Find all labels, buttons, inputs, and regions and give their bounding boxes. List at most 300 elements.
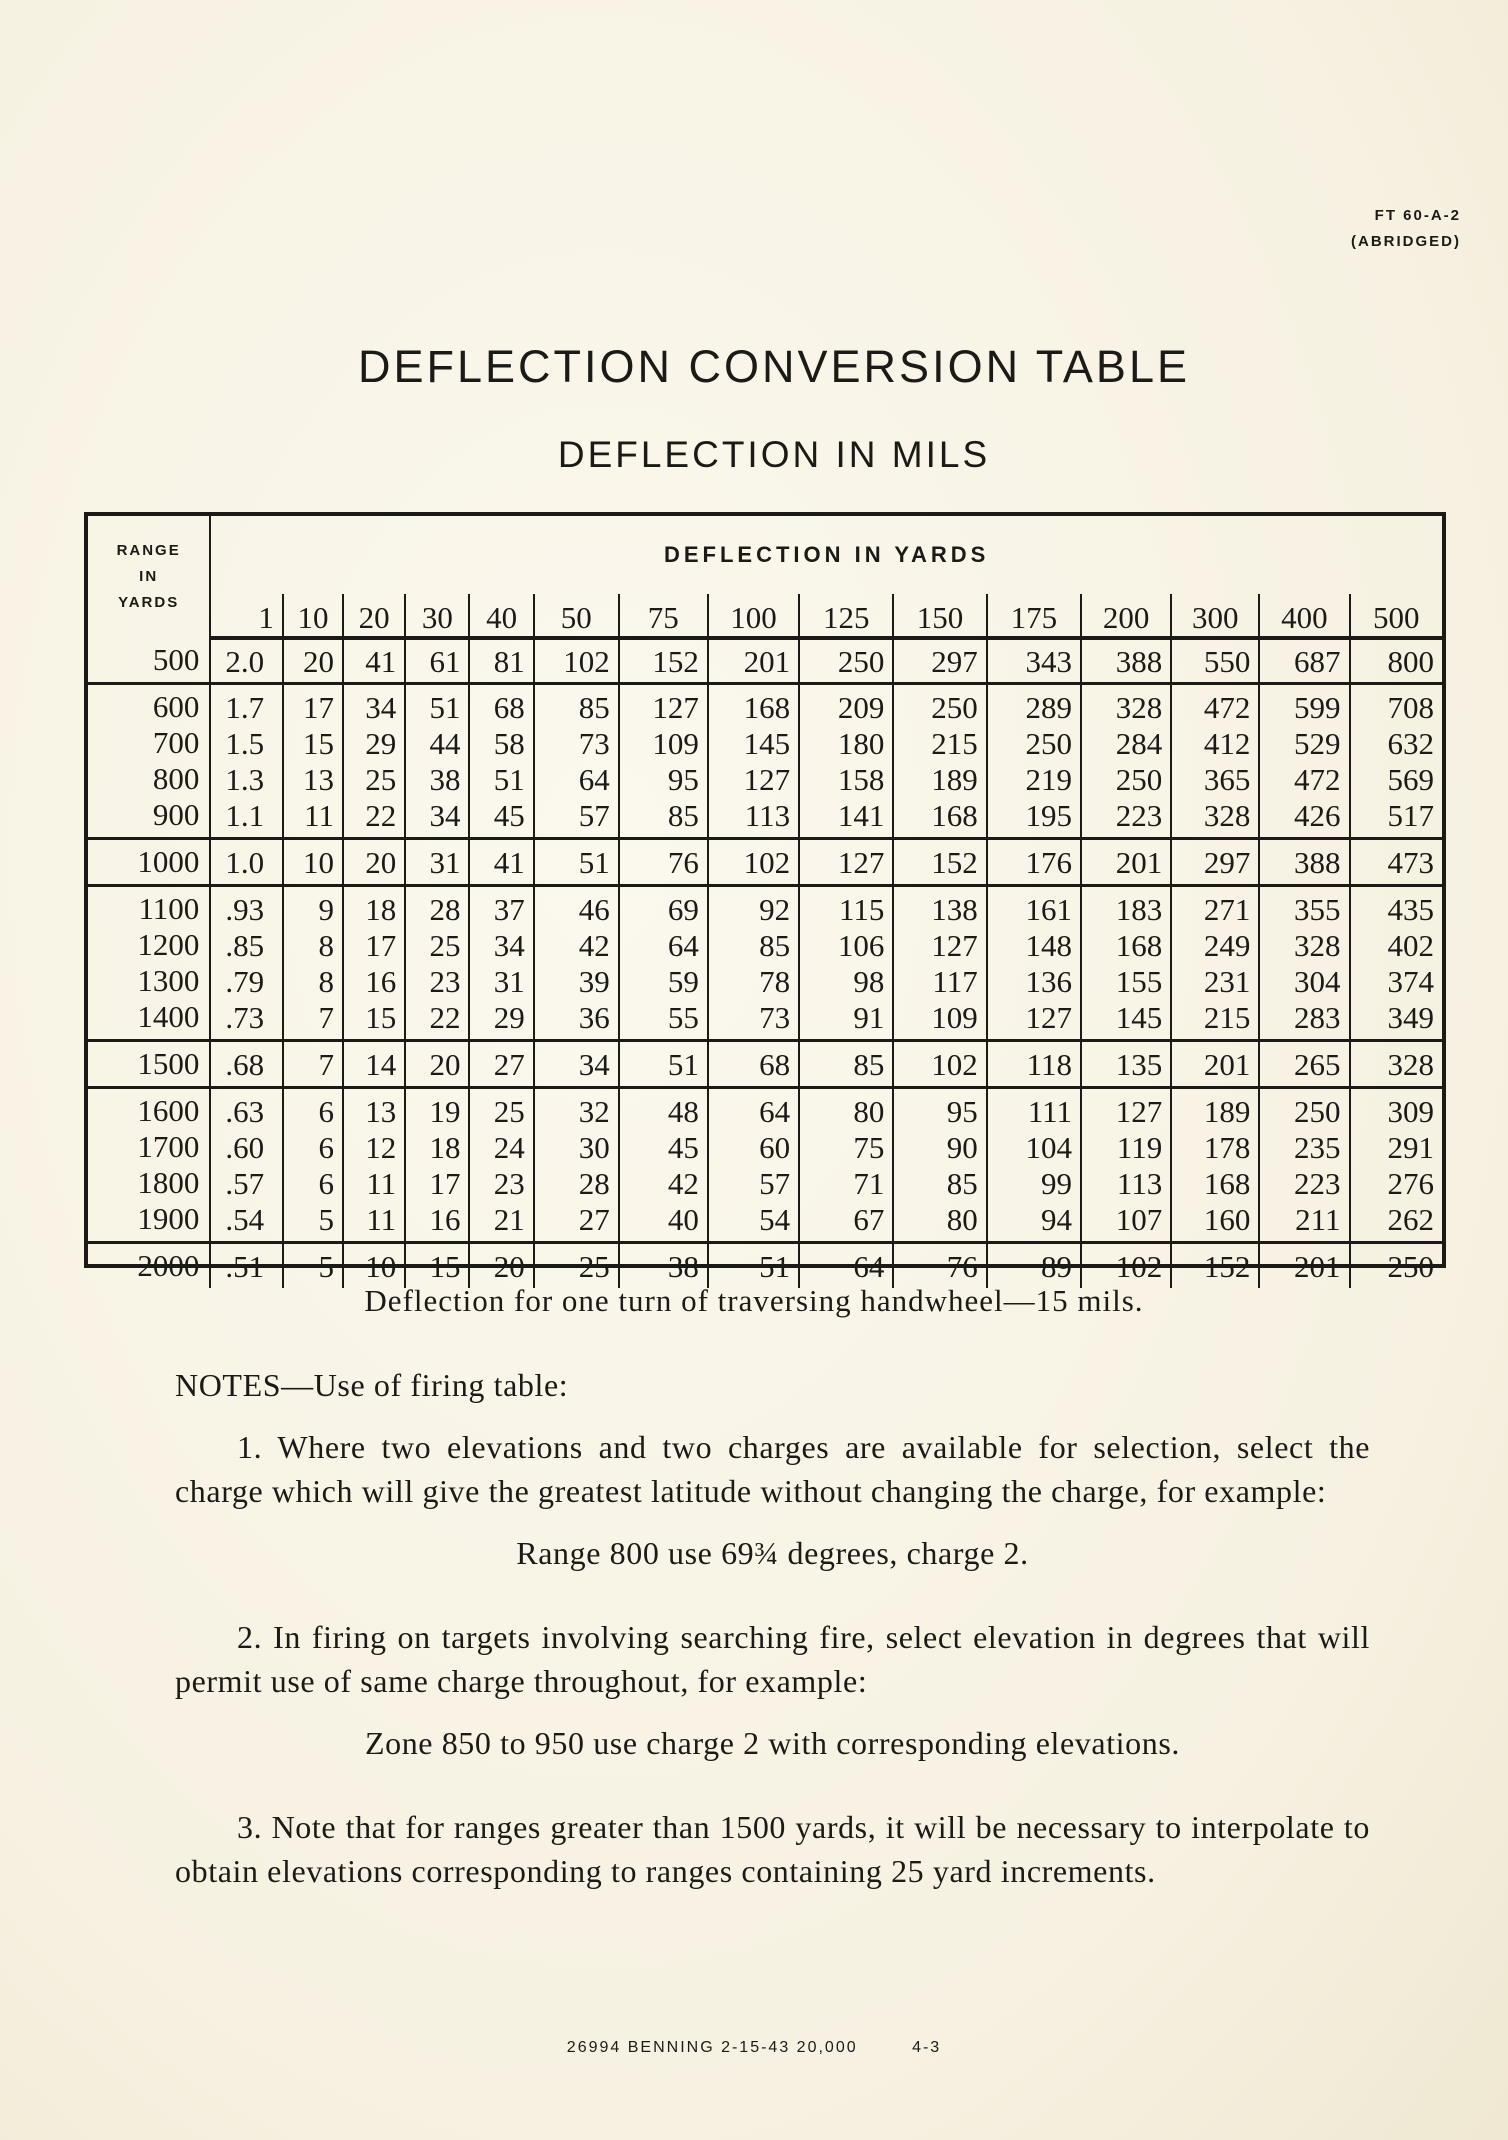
deflection-value-cell: 57	[534, 797, 619, 839]
column-header-yards: 200	[1081, 594, 1171, 638]
deflection-value-cell: 9	[283, 886, 343, 928]
deflection-value-cell: 276	[1350, 1165, 1442, 1201]
deflection-value-cell: 168	[1171, 1165, 1259, 1201]
deflection-value-cell: 85	[534, 684, 619, 726]
range-cell: 900	[88, 797, 210, 839]
deflection-value-cell: 67	[799, 1201, 893, 1243]
deflection-value-cell: 201	[708, 638, 799, 684]
deflection-value-cell: 1.5	[225, 725, 265, 761]
deflection-value-cell: 64	[799, 1243, 893, 1289]
deflection-value-cell: 119	[1081, 1129, 1171, 1165]
table-row	[88, 963, 1442, 999]
column-header-yards: 175	[987, 594, 1081, 638]
deflection-value-cell: 215	[893, 725, 986, 761]
notes-heading: NOTES—Use of firing table:	[175, 1367, 569, 1403]
deflection-value-cell: 223	[1259, 1165, 1349, 1201]
deflection-value-cell: 94	[987, 1201, 1081, 1243]
table-row	[88, 1201, 1442, 1243]
deflection-value-cell: .85	[225, 927, 265, 963]
deflection-value-cell: 152	[1171, 1243, 1259, 1289]
range-cell: 1400	[88, 999, 210, 1041]
deflection-value-cell: 10	[343, 1243, 405, 1289]
deflection-value-cell: 136	[987, 963, 1081, 999]
deflection-value-cell: 17	[405, 1165, 469, 1201]
deflection-value-cell: .63	[210, 1088, 283, 1130]
deflection-value-cell: 1.1	[225, 797, 265, 833]
deflection-value-cell: 1.0	[210, 839, 283, 886]
deflection-value-cell: 51	[619, 1041, 708, 1088]
deflection-value-cell: 20	[405, 1041, 469, 1088]
deflection-value-cell: 189	[1171, 1088, 1259, 1130]
range-cell: 500	[88, 638, 210, 684]
deflection-value-cell: 41	[343, 638, 405, 684]
deflection-value-cell: 127	[708, 761, 799, 797]
deflection-value-cell: 127	[987, 999, 1081, 1041]
deflection-value-cell: 31	[469, 963, 533, 999]
page-code: 4-3	[912, 2039, 942, 2056]
range-cell: 1600	[88, 1088, 210, 1130]
deflection-value-cell: 349	[1350, 999, 1442, 1041]
deflection-value-cell: 42	[619, 1165, 708, 1201]
deflection-value-cell: .51	[210, 1243, 283, 1289]
deflection-value-cell: 51	[469, 761, 533, 797]
deflection-value-cell: 328	[1171, 797, 1259, 839]
deflection-value-cell: 304	[1259, 963, 1349, 999]
deflection-value-cell: 8	[283, 927, 343, 963]
deflection-value-cell: 34	[534, 1041, 619, 1088]
deflection-value-cell: 10	[283, 839, 343, 886]
deflection-value-cell: 107	[1081, 1201, 1171, 1243]
deflection-value-cell: 18	[343, 886, 405, 928]
deflection-value-cell: 80	[799, 1088, 893, 1130]
deflection-value-cell: 235	[1259, 1129, 1349, 1165]
deflection-value-cell: 95	[619, 761, 708, 797]
column-header-yards: 30	[405, 594, 469, 638]
deflection-value-cell: .79	[225, 963, 265, 999]
deflection-value-cell: 15	[405, 1243, 469, 1289]
deflection-value-cell: 435	[1350, 886, 1442, 928]
print-footer	[0, 2039, 1508, 2057]
deflection-value-cell: 90	[893, 1129, 986, 1165]
deflection-value-cell: 7	[283, 1041, 343, 1088]
deflection-value-cell: 201	[1081, 839, 1171, 886]
deflection-value-cell: 16	[405, 1201, 469, 1243]
deflection-value-cell: 168	[1081, 927, 1171, 963]
deflection-value-cell: 161	[987, 886, 1081, 928]
deflection-value-cell: 209	[799, 684, 893, 726]
deflection-value-cell: 152	[619, 638, 708, 684]
range-header-word: IN	[139, 568, 159, 585]
deflection-value-cell: .54	[225, 1201, 265, 1237]
deflection-value-cell: 55	[619, 999, 708, 1041]
deflection-value-cell: 328	[1081, 684, 1171, 726]
deflection-value-cell: 102	[893, 1041, 986, 1088]
deflection-value-cell: 289	[987, 684, 1081, 726]
deflection-value-cell: 85	[893, 1165, 986, 1201]
deflection-value-cell: 99	[987, 1165, 1081, 1201]
deflection-value-cell: 11	[343, 1201, 405, 1243]
deflection-value-cell: 262	[1350, 1201, 1442, 1243]
deflection-value-cell: 25	[343, 761, 405, 797]
deflection-value-cell: 189	[893, 761, 986, 797]
deflection-value-cell: 109	[893, 999, 986, 1041]
range-cell: 800	[88, 761, 210, 797]
deflection-value-cell: 265	[1259, 1041, 1349, 1088]
range-cell: 1100	[88, 886, 210, 928]
deflection-value-cell: 24	[469, 1129, 533, 1165]
deflection-value-cell: 168	[893, 797, 986, 839]
deflection-value-cell: 17	[343, 927, 405, 963]
deflection-value-cell: 40	[619, 1201, 708, 1243]
deflection-value-cell: 374	[1350, 963, 1442, 999]
deflection-value-cell: 85	[708, 927, 799, 963]
deflection-value-cell: 195	[987, 797, 1081, 839]
deflection-value-cell: 46	[534, 886, 619, 928]
deflection-value-cell: 38	[619, 1243, 708, 1289]
deflection-value-cell: 51	[405, 684, 469, 726]
note-example-1: Range 800 use 69¾ degrees, charge 2.	[516, 1535, 1029, 1571]
deflection-value-cell: 223	[1081, 797, 1171, 839]
table-row	[88, 839, 1442, 886]
deflection-value-cell: 32	[534, 1088, 619, 1130]
deflection-value-cell: 34	[405, 797, 469, 839]
column-header-yards: 75	[619, 594, 708, 638]
deflection-value-cell: 250	[1350, 1243, 1442, 1289]
deflection-value-cell: 102	[1081, 1243, 1171, 1289]
deflection-table-grid	[88, 516, 1442, 1288]
deflection-value-cell: 271	[1171, 886, 1259, 928]
column-header-yards: 125	[799, 594, 893, 638]
range-cell: 1900	[88, 1201, 210, 1243]
table-row	[88, 725, 1442, 761]
deflection-value-cell: 113	[1081, 1165, 1171, 1201]
note-item-1: 1. Where two elevations and two charges are available for selection, select the charge which will give the greatest latitude without changing the charge, for example:	[175, 1429, 1370, 1509]
range-cell: 700	[88, 725, 210, 761]
deflection-value-cell: 92	[708, 886, 799, 928]
deflection-value-cell: 388	[1259, 839, 1349, 886]
deflection-value-cell: 231	[1171, 963, 1259, 999]
deflection-value-cell: 22	[405, 999, 469, 1041]
deflection-value-cell: 183	[1081, 886, 1171, 928]
deflection-value-cell: 23	[469, 1165, 533, 1201]
note-item-2: 2. In firing on targets involving searching fire, select elevation in degrees that will permit use of same charge throughout, for example:	[175, 1619, 1370, 1699]
deflection-value-cell: 412	[1171, 725, 1259, 761]
deflection-value-cell: 34	[343, 684, 405, 726]
deflection-value-cell: 18	[405, 1129, 469, 1165]
form-identifier	[1351, 203, 1461, 255]
deflection-value-cell: 28	[405, 886, 469, 928]
deflection-value-cell: 34	[469, 927, 533, 963]
range-header-word: YARDS	[118, 594, 180, 611]
deflection-value-cell: 115	[799, 886, 893, 928]
deflection-value-cell: 309	[1350, 1088, 1442, 1130]
deflection-value-cell: 178	[1171, 1129, 1259, 1165]
table-row	[88, 886, 1442, 928]
deflection-value-cell: .68	[210, 1041, 283, 1088]
column-header-yards: 10	[283, 594, 343, 638]
deflection-value-cell: 30	[534, 1129, 619, 1165]
range-cell: 600	[88, 684, 210, 726]
deflection-value-cell: 201	[1171, 1041, 1259, 1088]
range-header-word: RANGE	[116, 542, 181, 559]
range-cell: 1200	[88, 927, 210, 963]
range-cell: 1700	[88, 1129, 210, 1165]
column-header-yards: 20	[343, 594, 405, 638]
deflection-value-cell: 13	[283, 761, 343, 797]
deflection-value-cell: 78	[708, 963, 799, 999]
page-title: DEFLECTION CONVERSION TABLE	[358, 341, 1190, 392]
range-cell: 2000	[88, 1243, 210, 1289]
page-subtitle: DEFLECTION IN MILS	[557, 434, 991, 475]
column-header-yards: 100	[708, 594, 799, 638]
deflection-value-cell: 14	[343, 1041, 405, 1088]
deflection-value-cell: 45	[619, 1129, 708, 1165]
handwheel-note: Deflection for one turn of traversing handwheel—15 mils.	[364, 1283, 1144, 1318]
range-cell: 1500	[88, 1041, 210, 1088]
deflection-value-cell: 41	[469, 839, 533, 886]
deflection-value-cell: 6	[283, 1088, 343, 1130]
deflection-value-cell: 426	[1259, 797, 1349, 839]
deflection-value-cell: 39	[534, 963, 619, 999]
deflection-value-cell: 11	[343, 1165, 405, 1201]
deflection-value-cell: 127	[1081, 1088, 1171, 1130]
deflection-value-cell: 102	[534, 638, 619, 684]
table-row	[88, 797, 1442, 839]
deflection-value-cell: 51	[534, 839, 619, 886]
deflection-value-cell: 355	[1259, 886, 1349, 928]
deflection-value-cell: 343	[987, 638, 1081, 684]
deflection-value-cell: 85	[799, 1041, 893, 1088]
column-header-yards: 300	[1171, 594, 1259, 638]
column-header-yards: 500	[1350, 594, 1442, 638]
deflection-value-cell: 19	[405, 1088, 469, 1130]
deflection-value-cell: 472	[1171, 684, 1259, 726]
deflection-value-cell: 51	[708, 1243, 799, 1289]
range-cell: 1000	[88, 839, 210, 886]
deflection-value-cell: 168	[708, 684, 799, 726]
table-row	[88, 761, 1442, 797]
deflection-value-cell: 284	[1081, 725, 1171, 761]
deflection-value-cell: 118	[987, 1041, 1081, 1088]
deflection-value-cell: .73	[225, 999, 265, 1035]
deflection-value-cell: 113	[708, 797, 799, 839]
deflection-value-cell: 250	[893, 684, 986, 726]
deflection-value-cell: 529	[1259, 725, 1349, 761]
deflection-value-cell: 28	[534, 1165, 619, 1201]
column-header-yards: 40	[469, 594, 533, 638]
table-row	[88, 1129, 1442, 1165]
deflection-value-cell: 45	[469, 797, 533, 839]
deflection-value-cell: 215	[1171, 999, 1259, 1041]
column-header-yards: 150	[893, 594, 986, 638]
deflection-value-cell: 328	[1259, 927, 1349, 963]
deflection-value-cell: 599	[1259, 684, 1349, 726]
deflection-value-cell: 68	[708, 1041, 799, 1088]
deflection-value-cell: 64	[534, 761, 619, 797]
deflection-value-cell: 6	[283, 1165, 343, 1201]
deflection-value-cell: 1.3	[225, 761, 265, 797]
deflection-value-cell: .60	[225, 1129, 265, 1165]
deflection-value-cell: 145	[708, 725, 799, 761]
deflection-value-cell: 54	[708, 1201, 799, 1243]
range-header	[88, 516, 210, 638]
deflection-value-cell: 60	[708, 1129, 799, 1165]
deflection-value-cell: 25	[405, 927, 469, 963]
deflection-value-cell: 11	[283, 797, 343, 839]
form-number: FT 60-A-2	[1374, 207, 1461, 224]
deflection-value-cell: 135	[1081, 1041, 1171, 1088]
deflection-value-cell: 25	[534, 1243, 619, 1289]
deflection-value-cell: 37	[469, 886, 533, 928]
deflection-value-cell: 517	[1350, 797, 1442, 839]
deflection-value-cell: 5	[283, 1201, 343, 1243]
deflection-value-cell: 297	[893, 638, 986, 684]
deflection-value-cell: 109	[619, 725, 708, 761]
deflection-value-cell: 127	[893, 927, 986, 963]
deflection-value-cell: 38	[405, 761, 469, 797]
table-row	[88, 1243, 1442, 1289]
column-header-yards: 1	[210, 594, 283, 638]
table-row	[88, 638, 1442, 684]
deflection-value-cell: 7	[283, 999, 343, 1041]
deflection-value-cell: 219	[987, 761, 1081, 797]
deflection-value-cell: 42	[534, 927, 619, 963]
deflection-value-cell: 158	[799, 761, 893, 797]
deflection-value-cell: 569	[1350, 761, 1442, 797]
deflection-value-cell: 58	[469, 725, 533, 761]
deflection-value-cell: .93	[210, 886, 283, 928]
deflection-value-cell: 27	[534, 1201, 619, 1243]
deflection-value-cell: 127	[799, 839, 893, 886]
deflection-value-cell: 29	[343, 725, 405, 761]
deflection-value-cell: 5	[283, 1243, 343, 1289]
deflection-value-cell: 687	[1259, 638, 1349, 684]
deflection-value-cell: 13	[343, 1088, 405, 1130]
deflection-value-cell: 250	[1259, 1088, 1349, 1130]
table-row	[88, 684, 1442, 726]
column-header-yards: 50	[534, 594, 619, 638]
deflection-value-cell: 95	[893, 1088, 986, 1130]
deflection-value-cell: 104	[987, 1129, 1081, 1165]
table-row	[88, 1088, 1442, 1130]
deflection-value-cell: 68	[469, 684, 533, 726]
deflection-value-cell: 550	[1171, 638, 1259, 684]
deflection-value-cell: 16	[343, 963, 405, 999]
deflection-value-cell: 85	[619, 797, 708, 839]
table-row	[88, 1165, 1442, 1201]
deflection-value-cell: 64	[619, 927, 708, 963]
deflection-value-cell: 20	[283, 638, 343, 684]
deflection-value-cell: 138	[893, 886, 986, 928]
deflection-value-cell: 632	[1350, 725, 1442, 761]
deflection-value-cell: 6	[283, 1129, 343, 1165]
deflection-value-cell: 22	[343, 797, 405, 839]
deflection-value-cell: 145	[1081, 999, 1171, 1041]
deflection-value-cell: 283	[1259, 999, 1349, 1041]
deflection-value-cell: 291	[1350, 1129, 1442, 1165]
note-item-3: 3. Note that for ranges greater than 1500 yards, it will be necessary to interpolate to obtain elevations corresponding to ranges containing 25 yard increments.	[175, 1809, 1370, 1889]
deflection-value-cell: 249	[1171, 927, 1259, 963]
deflection-value-cell: 17	[283, 684, 343, 726]
deflection-value-cell: 15	[283, 725, 343, 761]
deflection-header: DEFLECTION IN YARDS	[663, 542, 990, 567]
deflection-value-cell: 127	[619, 684, 708, 726]
deflection-value-cell: 148	[987, 927, 1081, 963]
deflection-value-cell: 76	[619, 839, 708, 886]
deflection-value-cell: 48	[619, 1088, 708, 1130]
deflection-value-cell: 365	[1171, 761, 1259, 797]
deflection-value-cell: 44	[405, 725, 469, 761]
firing-notes	[175, 1363, 1370, 1893]
range-cell: 1800	[88, 1165, 210, 1201]
deflection-value-cell: 201	[1259, 1243, 1349, 1289]
column-header-yards: 400	[1259, 594, 1349, 638]
deflection-value-cell: 160	[1171, 1201, 1259, 1243]
deflection-value-cell: 76	[893, 1243, 986, 1289]
table-row	[88, 927, 1442, 963]
deflection-value-cell: 73	[708, 999, 799, 1041]
deflection-table	[84, 512, 1446, 1284]
print-code: 26994 BENNING 2-15-43 20,000	[566, 2039, 858, 2056]
deflection-value-cell: 91	[799, 999, 893, 1041]
deflection-value-cell: 180	[799, 725, 893, 761]
deflection-value-cell: 473	[1350, 839, 1442, 886]
deflection-value-cell: 75	[799, 1129, 893, 1165]
deflection-value-cell: 61	[405, 638, 469, 684]
deflection-value-cell: .57	[225, 1165, 265, 1201]
deflection-value-cell: 1.7	[210, 684, 283, 726]
deflection-value-cell: 36	[534, 999, 619, 1041]
deflection-value-cell: 29	[469, 999, 533, 1041]
deflection-value-cell: 388	[1081, 638, 1171, 684]
deflection-value-cell: 106	[799, 927, 893, 963]
deflection-value-cell: 25	[469, 1088, 533, 1130]
deflection-value-cell: 250	[1081, 761, 1171, 797]
deflection-value-cell: 117	[893, 963, 986, 999]
deflection-value-cell: 176	[987, 839, 1081, 886]
deflection-value-cell: 141	[799, 797, 893, 839]
deflection-value-cell: 80	[893, 1201, 986, 1243]
deflection-value-cell: 20	[343, 839, 405, 886]
deflection-value-cell: 21	[469, 1201, 533, 1243]
deflection-value-cell: 8	[283, 963, 343, 999]
deflection-value-cell: 155	[1081, 963, 1171, 999]
deflection-value-cell: 472	[1259, 761, 1349, 797]
deflection-value-cell: 328	[1350, 1041, 1442, 1088]
deflection-value-cell: 69	[619, 886, 708, 928]
deflection-value-cell: 102	[708, 839, 799, 886]
deflection-value-cell: 297	[1171, 839, 1259, 886]
form-abridged-label: (ABRIDGED)	[1351, 233, 1461, 250]
deflection-value-cell: 89	[987, 1243, 1081, 1289]
deflection-value-cell: 12	[343, 1129, 405, 1165]
deflection-value-cell: 23	[405, 963, 469, 999]
deflection-value-cell: 152	[893, 839, 986, 886]
table-row	[88, 1041, 1442, 1088]
deflection-value-cell: 800	[1350, 638, 1442, 684]
deflection-value-cell: 81	[469, 638, 533, 684]
note-example-2: Zone 850 to 950 use charge 2 with corresponding elevations.	[364, 1725, 1181, 1761]
deflection-value-cell: 71	[799, 1165, 893, 1201]
table-row	[88, 999, 1442, 1041]
deflection-value-cell: 15	[343, 999, 405, 1041]
deflection-value-cell: 73	[534, 725, 619, 761]
deflection-value-cell: 250	[799, 638, 893, 684]
deflection-value-cell: 64	[708, 1088, 799, 1130]
deflection-value-cell: 211	[1259, 1201, 1349, 1243]
range-cell: 1300	[88, 963, 210, 999]
deflection-value-cell: 111	[987, 1088, 1081, 1130]
